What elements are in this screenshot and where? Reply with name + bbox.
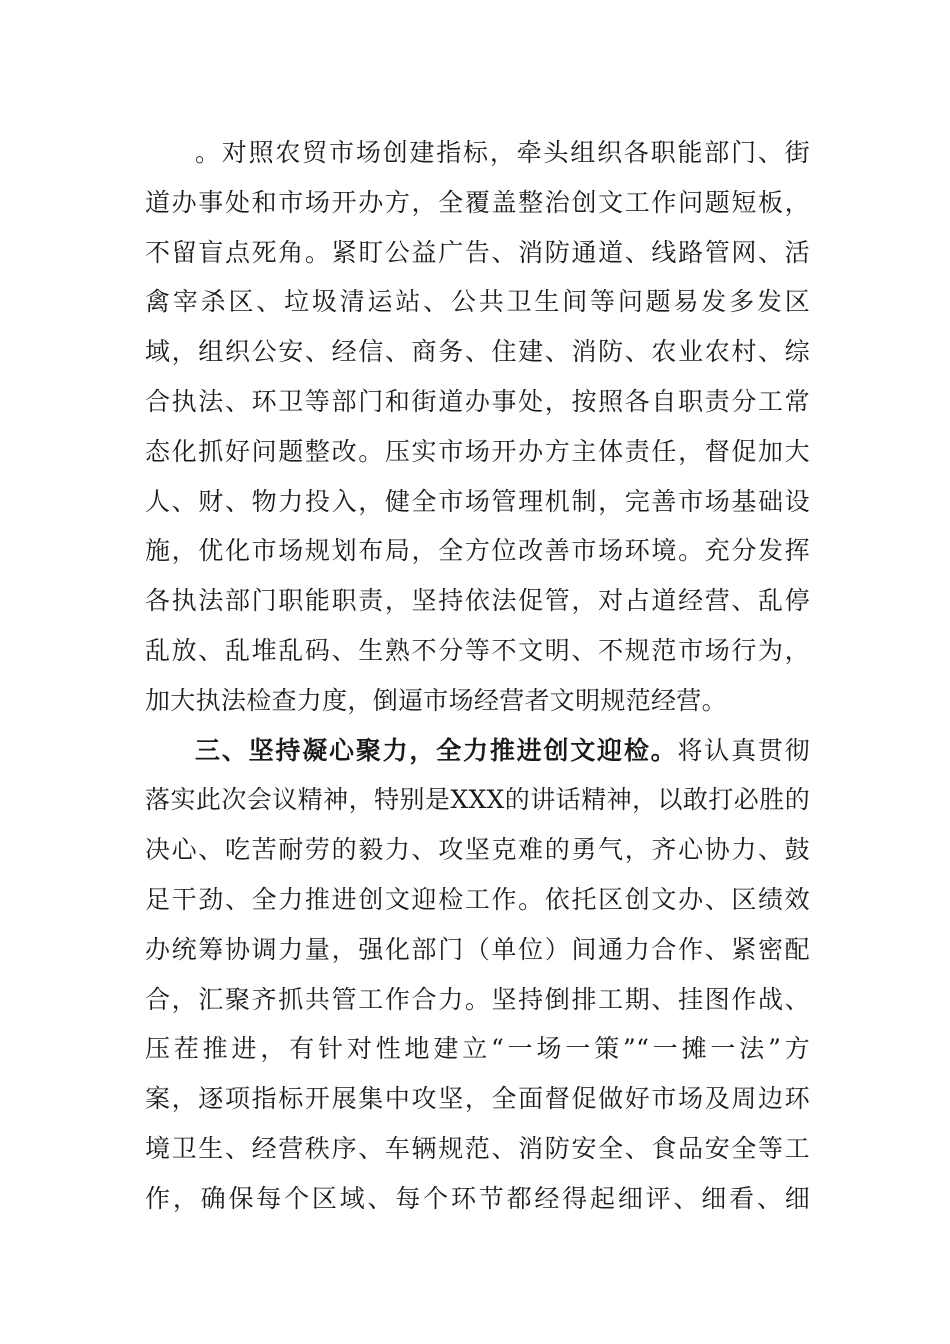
text-line: 各执法部门职能职责，坚持依法促管，对占道经营、乱停 <box>145 586 810 616</box>
text-line: 压茬推进，有针对性地建立“一场一策”“一摊一法”方 <box>145 1034 810 1064</box>
text-line: 足干劲、全力推进创文迎检工作。依托区创文办、区绩效 <box>145 884 810 914</box>
paragraph-first-line <box>145 726 810 776</box>
text-line: 案，逐项指标开展集中攻坚，全面督促做好市场及周边环 <box>145 1084 810 1114</box>
text-line: 办统筹协调力量，强化部门（单位）间通力合作、紧密配 <box>145 934 810 964</box>
text-line: 决心、吃苦耐劳的毅力、攻坚克难的勇气，齐心协力、鼓 <box>145 835 810 865</box>
text-line: 态化抓好问题整改。压实市场开办方主体责任，督促加大 <box>145 436 810 466</box>
text-line: 道办事处和市场开办方，全覆盖整治创文工作问题短板， <box>145 187 810 217</box>
text-line: 合执法、环卫等部门和街道办事处，按照各自职责分工常 <box>145 386 810 416</box>
text-line: 禽宰杀区、垃圾清运站、公共卫生间等问题易发多发区 <box>145 287 810 317</box>
text-line: 乱放、乱堆乱码、生熟不分等不文明、不规范市场行为， <box>145 635 810 665</box>
text-line: 。对照农贸市场创建指标，牵头组织各职能部门、街 <box>195 138 810 167</box>
text-line: 作，确保每个区域、每个环节都经得起细评、细看、细 <box>145 1183 810 1213</box>
text-line: 加大执法检查力度，倒逼市场经营者文明规范经营。 <box>145 685 727 715</box>
text-line: 合，汇聚齐抓共管工作合力。坚持倒排工期、挂图作战、 <box>145 984 810 1014</box>
text-line: 不留盲点死角。紧盯公益广告、消防通道、线路管网、活 <box>145 237 810 267</box>
text-line: 落实此次会议精神，特别是XXX的讲话精神，以敢打必胜的 <box>145 785 810 815</box>
heading-line-rest: 将认真贯彻 <box>677 735 810 765</box>
document-body <box>145 128 810 1224</box>
section-heading: 三、坚持凝心聚力，全力推进创文迎检。 <box>195 735 678 765</box>
paragraph-market-rectification <box>145 128 810 726</box>
text-line: 域，组织公安、经信、商务、住建、消防、农业农村、综 <box>145 337 810 367</box>
paragraph-inspection-push <box>145 726 810 1224</box>
text-line: 人、财、物力投入，健全市场管理机制，完善市场基础设 <box>145 486 810 516</box>
text-line: 境卫生、经营秩序、车辆规范、消防安全、食品安全等工 <box>145 1133 810 1163</box>
text-line: 施，优化市场规划布局，全方位改善市场环境。充分发挥 <box>145 536 810 566</box>
